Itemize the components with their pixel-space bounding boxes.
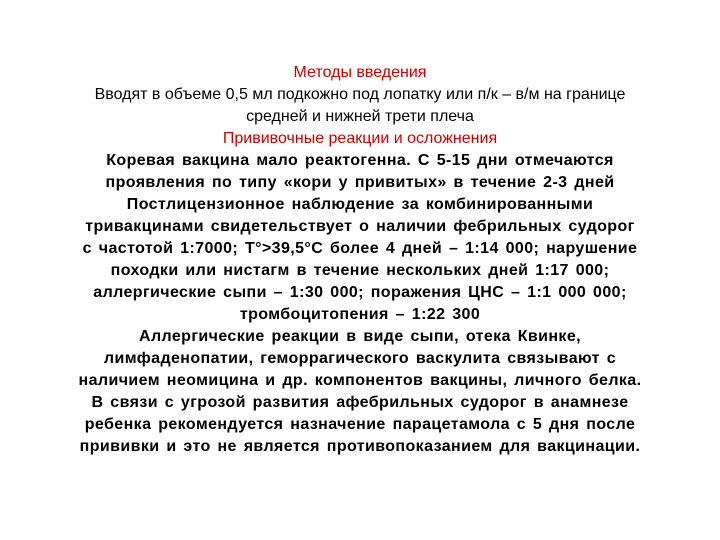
body-text-line: Постлицензионное наблюдение за комбинированными — [126, 196, 594, 213]
body-text-line: прививки и это не является противопоказанием для вакцинации. — [79, 438, 641, 455]
body-text-line: проявления по типу «кори у привитых» в течение 2-3 дней — [105, 174, 615, 191]
methods-text-line: Вводят в объеме 0,5 мл подкожно под лопатку или п/к – в/м на границе — [94, 86, 626, 103]
body-text-line: ребенка рекомендуется назначение парацетамола с 5 дня после — [84, 416, 636, 433]
body-text-line: наличием неомицина и др. компонентов вакцины, личного белка. — [78, 372, 642, 389]
heading-methods: Методы введения — [293, 64, 427, 81]
body-text-line: с частотой 1:7000; Т°>39,5°С более 4 дней – 1:14 000; нарушение — [82, 240, 638, 257]
body-text-line: Коревая вакцина мало реактогенна. С 5-15 дни отмечаются — [106, 152, 614, 169]
body-text-line: лимфаденопатии, геморрагического васкулита связывают с — [103, 350, 617, 367]
slide-content — [40, 62, 680, 458]
body-text-line: аллергические сыпи – 1:30 000; поражения ЦНС – 1:1 000 000; — [93, 284, 627, 301]
methods-text-line: средней и нижней трети плеча — [246, 108, 474, 125]
heading-reactions: Прививочные реакции и осложнения — [222, 130, 498, 147]
body-text-line: походки или нистагм в течение нескольких дней 1:17 000; — [110, 262, 610, 279]
body-text-line: тривакцинами свидетельствует о наличии фебрильных судорог — [85, 218, 635, 235]
body-text-line: тромбоцитопения – 1:22 300 — [239, 306, 481, 323]
body-text-line: В связи с угрозой развития афебрильных судорог в анамнезе — [91, 394, 629, 411]
body-text-line: Аллергические реакции в виде сыпи, отека Квинке, — [139, 328, 581, 345]
